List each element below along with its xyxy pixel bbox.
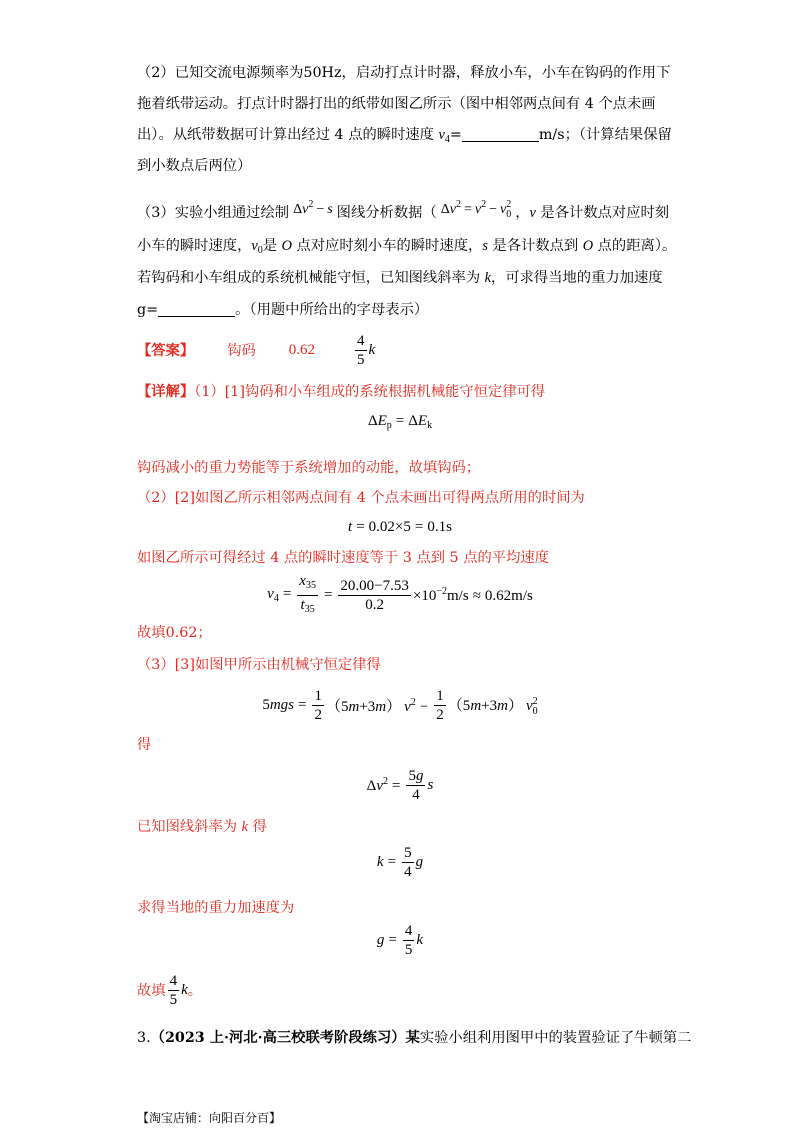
result: 0.1s — [427, 518, 452, 535]
subscript: 35 — [305, 579, 316, 591]
minus-sign: − — [489, 202, 498, 217]
equals-sign: = — [387, 853, 397, 870]
paren-open: （5 — [325, 698, 349, 715]
equation-group — [377, 932, 401, 949]
question-number: 3. — [137, 1030, 151, 1046]
question-text: 小车的瞬时速度， — [137, 238, 252, 254]
inline-formula-plot — [293, 199, 333, 217]
superscript: 2 — [481, 199, 487, 210]
question-2-line-3 — [137, 125, 672, 145]
superscript: 2 — [308, 199, 314, 210]
fraction-x-over-t — [297, 573, 318, 618]
equals-sign: = — [392, 777, 401, 794]
equation-gravity — [0, 918, 800, 962]
question-text: 点对应时刻小车的瞬时速度， — [291, 238, 483, 254]
distance-variable: s — [327, 202, 333, 217]
equals-sign: = — [388, 931, 397, 948]
delta-symbol: Δ — [293, 202, 303, 217]
detail-text: 。 — [187, 983, 203, 999]
fraction-5g-over-4 — [406, 768, 425, 803]
question-text: m/s；（计算结果保留 — [538, 127, 672, 143]
distance-variable: s — [427, 776, 434, 793]
velocity-variable: v — [404, 698, 411, 715]
equation-group — [368, 413, 432, 431]
equation-time-interval — [0, 512, 800, 542]
detail-line-velocity-text: 如图乙所示可得经过 4 点的瞬时速度等于 3 点到 5 点的平均速度 — [137, 550, 549, 566]
subscript: 0 — [506, 209, 512, 220]
velocity-variable: v — [438, 127, 445, 143]
equals-sign: = — [282, 586, 292, 602]
fraction-numerator: 5 — [404, 844, 412, 861]
fraction-4-over-5 — [168, 973, 180, 1008]
velocity-variable: v — [251, 238, 258, 254]
question-3-line-2 — [137, 236, 676, 256]
equation-instant-velocity — [0, 573, 800, 617]
product: 0.02×5 — [368, 518, 411, 535]
slope-variable: k — [368, 341, 376, 358]
fraction-denominator: 0.2 — [365, 596, 385, 613]
question-text: ，可求得当地的重力加速度 — [491, 270, 663, 286]
delta-symbol: Δ — [408, 413, 418, 429]
question-text: 是各计数点到 — [487, 238, 583, 254]
equation-group — [367, 776, 405, 795]
fraction-denominator: 4 — [412, 786, 420, 803]
equation-group — [326, 695, 432, 716]
delta-symbol: Δ — [367, 413, 378, 429]
point-o-variable: O — [281, 238, 292, 254]
superscript: 2 — [532, 695, 538, 707]
sup-sub-stack — [533, 697, 538, 717]
answer-blank-velocity — [462, 126, 539, 142]
gravity-variable: g — [376, 931, 385, 948]
fraction-5-over-4 — [402, 845, 414, 880]
delta-symbol: Δ — [440, 202, 450, 217]
superscript: 2 — [383, 775, 388, 787]
superscript: 2 — [506, 199, 512, 210]
gravity-label: g= — [137, 302, 159, 318]
fraction-denominator: 5 — [404, 941, 413, 958]
approx-sign: ≈ — [472, 587, 481, 604]
energy-variable: E — [377, 413, 387, 429]
question-text: 出）。从纸带数据可计算出经过 4 点的瞬时速度 — [137, 127, 439, 143]
superscript: 2 — [455, 199, 461, 210]
question-3-line-3 — [137, 268, 663, 288]
fraction-numeric — [338, 578, 410, 613]
equals-sign: = — [395, 413, 405, 429]
detail-line-conclusion-2: 故填0.62； — [137, 625, 212, 641]
subscript: k — [427, 420, 433, 431]
time-variable: t — [348, 518, 353, 535]
velocity-variable: v — [500, 202, 507, 217]
unit: m/s — [447, 587, 469, 604]
page-footer: 【淘宝店铺：向阳百分百】 — [137, 1111, 282, 1125]
fraction-denominator: 2 — [314, 706, 322, 723]
equation-group — [413, 586, 533, 605]
answer-3-fraction — [355, 333, 367, 368]
equals-sign: = — [463, 202, 472, 217]
delta-symbol: Δ — [366, 777, 377, 794]
times-ten: ×10 — [412, 587, 437, 604]
answer-label: 【答案】 — [137, 343, 195, 359]
question-source: （2023 上·河北·高三校联考阶段练习）某 — [150, 1030, 420, 1046]
detail-text: （1）[1]钩码和小车组成的系统根据机械能守恒定律可得 — [194, 384, 546, 400]
displacement-variable: x — [299, 572, 306, 589]
coefficient: 5 — [262, 696, 270, 713]
detail-line-part-3: （3）[3]如图甲所示由机械守恒定律得 — [137, 657, 381, 673]
minus-sign: − — [316, 202, 325, 217]
mass-variable: m — [470, 697, 482, 714]
equation-group — [267, 586, 295, 604]
velocity-variable: v — [376, 777, 383, 794]
fraction-denominator — [299, 596, 317, 618]
velocity-variable: v — [525, 697, 533, 714]
subscript: 0 — [257, 245, 263, 256]
result: 0.62m/s — [484, 587, 533, 604]
question-text: 点的距离）。 — [593, 238, 677, 254]
fraction-4-over-5 — [403, 923, 415, 958]
velocity-variable: v — [449, 202, 456, 217]
sup-sub-stack — [506, 200, 511, 220]
point-o-variable: O — [582, 238, 594, 254]
velocity-variable: v — [474, 202, 482, 217]
plus-term: +3 — [481, 697, 498, 714]
velocity-variable: v — [302, 202, 309, 217]
velocity-variable: v — [529, 205, 536, 221]
equation-group — [448, 694, 538, 717]
question-text: 是各计数点对应时刻 — [535, 205, 670, 221]
fraction-denominator: 2 — [436, 706, 444, 723]
exponent: −2 — [436, 585, 447, 597]
equation-delta-v-squared — [0, 763, 800, 807]
question-2-line-4: 到小数点后两位） — [137, 158, 252, 174]
subscript: 0 — [532, 705, 538, 717]
detail-line-1 — [137, 382, 545, 402]
answer-blank-gravity — [158, 301, 235, 317]
slope-variable: k — [484, 270, 492, 286]
fraction-half — [312, 688, 324, 723]
question-text: 。（用题中所给出的字母表示） — [235, 302, 429, 318]
paren-close: ） — [507, 697, 523, 714]
variables: mgs — [269, 696, 294, 713]
fraction-denominator: 4 — [404, 863, 412, 880]
answer-2: 0.62 — [288, 341, 316, 358]
answer-1: 钩码 — [227, 343, 256, 359]
slope-variable: k — [181, 981, 188, 998]
fraction-numerator: 1 — [314, 687, 322, 704]
minus-sign: − — [419, 698, 429, 715]
question-text: ， — [515, 205, 530, 221]
equation-energy-conservation — [0, 407, 800, 437]
fraction-numerator: 1 — [436, 687, 444, 704]
gravity-variable: g — [415, 767, 424, 784]
mass-variable: m — [497, 697, 508, 714]
subscript: 4 — [444, 134, 450, 145]
question-text: 若钩码和小车组成的系统机械能守恒，已知图线斜率为 — [137, 270, 485, 286]
question-text: 图线分析数据（ — [336, 205, 437, 221]
fraction-numerator — [406, 768, 425, 786]
equation-group — [377, 854, 400, 871]
question-text: 实验小组利用图甲中的装置验证了牛顿第二 — [419, 1030, 692, 1046]
fraction-denominator: 5 — [357, 351, 365, 368]
fraction-numerator: 4 — [404, 922, 413, 939]
gravity-variable: g — [415, 853, 424, 870]
velocity-variable: v — [267, 586, 274, 602]
detail-line-conclusion-1: 钩码减小的重力势能等于系统增加的动能，故填钩码； — [137, 460, 481, 476]
fraction-numerator — [297, 573, 318, 596]
subscript: p — [386, 420, 392, 431]
fraction-half — [434, 688, 446, 723]
subscript: 35 — [304, 603, 315, 615]
coefficient: 5 — [408, 767, 416, 784]
distance-variable: s — [482, 238, 488, 254]
detail-line-slope — [137, 817, 267, 837]
question-3-line-1 — [137, 195, 670, 221]
slope-variable: k — [241, 819, 248, 835]
question-text: （3）实验小组通过绘制 — [137, 205, 290, 221]
paren-open: （5 — [447, 697, 471, 714]
subscript: 4 — [273, 593, 279, 604]
answer-line — [137, 328, 375, 372]
equals-sign: = — [298, 696, 307, 713]
question-text: 是 — [262, 238, 282, 254]
equation-mechanical-energy — [0, 683, 800, 727]
fraction-numerator: 20.00−7.53 — [340, 577, 409, 594]
detail-line-result: 求得当地的重力加速度为 — [137, 900, 295, 916]
fraction-numerator: 4 — [357, 332, 365, 349]
time-variable: t — [300, 596, 305, 613]
equation-group — [262, 697, 310, 714]
slope-variable: k — [416, 931, 424, 948]
detail-line-de: 得 — [137, 737, 152, 753]
detail-text: 故填 — [137, 983, 166, 999]
superscript: 2 — [410, 696, 416, 708]
fraction-denominator: 5 — [169, 991, 178, 1008]
equals-sign: = — [356, 518, 365, 535]
question-3-line-4 — [137, 300, 428, 320]
detail-text: 得 — [247, 819, 267, 835]
mass-variable: m — [348, 698, 360, 715]
detail-line-part-2: （2）[2]如图乙所示相邻两点间有 4 个点未画出可得两点所用的时间为 — [137, 490, 585, 506]
paren-close: ） — [386, 698, 402, 715]
equation-slope — [0, 840, 800, 884]
energy-variable: E — [417, 413, 428, 429]
equals-sign: = — [449, 127, 462, 143]
question-2-line-2: 拖着纸带运动。打点计时器打出的纸带如图乙所示（图中相邻两点间有 4 个点未画 — [137, 96, 656, 112]
fraction-numerator: 4 — [169, 972, 178, 989]
plus-term: +3 — [359, 698, 376, 715]
detail-label: 【详解】 — [137, 384, 195, 400]
mass-variable: m — [375, 698, 387, 715]
equals-sign: = — [323, 586, 333, 603]
slope-variable: k — [376, 853, 384, 870]
detail-text: 已知图线斜率为 — [137, 819, 242, 835]
next-question-line — [137, 1028, 691, 1048]
inline-formula-definition — [440, 199, 512, 220]
question-2-line-1: （2）已知交流电源频率为50Hz，启动打点计时器，释放小车，小车在钩码的作用下 — [137, 65, 671, 81]
equation-group — [348, 519, 452, 536]
detail-line-conclusion-3 — [137, 968, 202, 1012]
equals-sign: = — [414, 518, 424, 535]
